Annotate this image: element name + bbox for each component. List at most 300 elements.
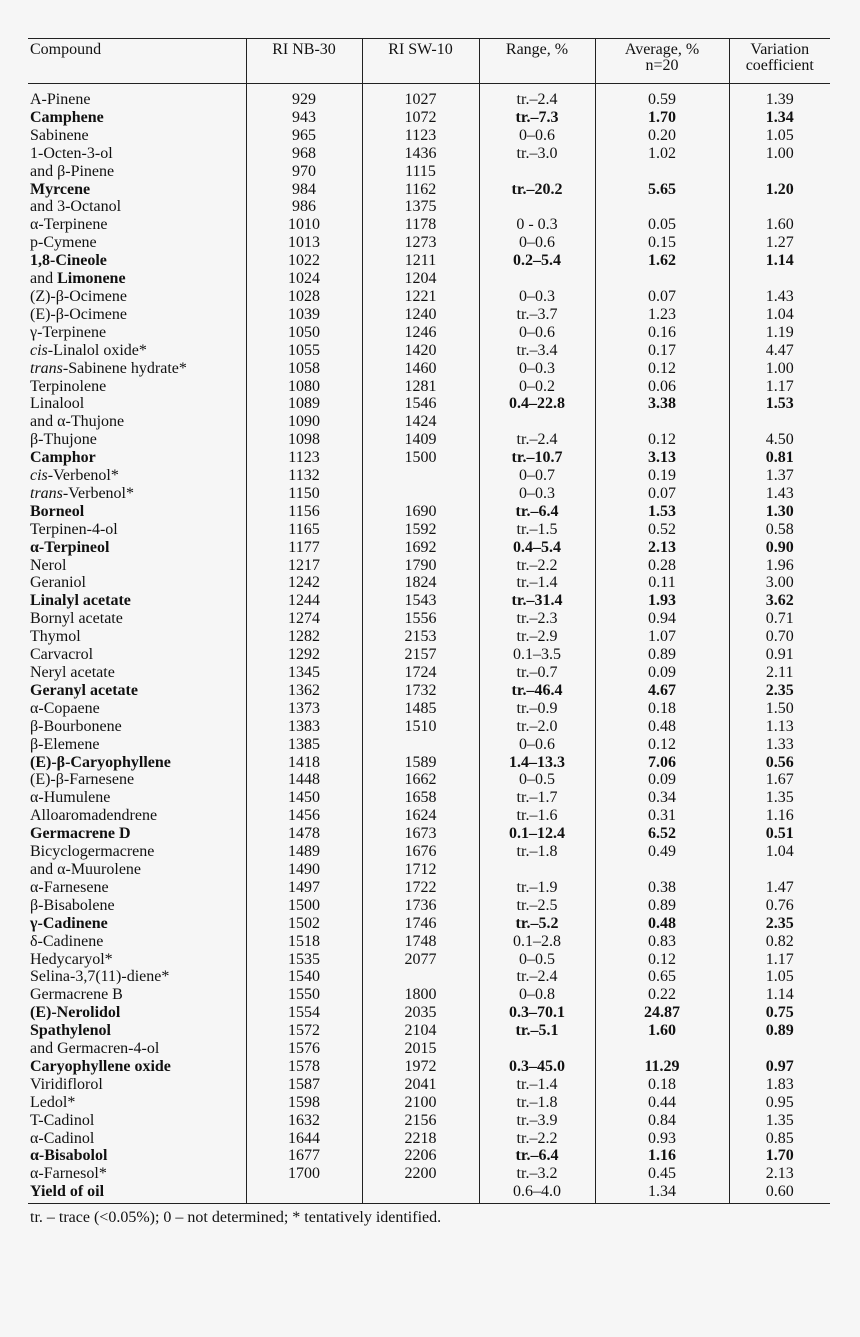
range-cell: 0.6–4.0 xyxy=(479,1183,595,1203)
ri-nb30-cell: 1244 xyxy=(246,592,362,610)
variation-cell: 0.71 xyxy=(729,610,830,628)
average-cell: 6.52 xyxy=(595,825,729,843)
range-cell xyxy=(479,270,595,288)
average-cell: 0.89 xyxy=(595,897,729,915)
range-cell: tr.–7.3 xyxy=(479,109,595,127)
table-row xyxy=(28,789,830,807)
table-row xyxy=(28,84,830,109)
ri-sw10-cell: 1027 xyxy=(362,84,479,109)
variation-cell: 1.30 xyxy=(729,503,830,521)
range-cell: 0.3–45.0 xyxy=(479,1058,595,1076)
range-cell: tr.–2.4 xyxy=(479,968,595,986)
ri-nb30-cell: 1385 xyxy=(246,736,362,754)
variation-cell: 1.20 xyxy=(729,181,830,199)
average-cell: 0.16 xyxy=(595,324,729,342)
ri-sw10-cell: 1123 xyxy=(362,127,479,145)
ri-sw10-cell: 2077 xyxy=(362,951,479,969)
ri-sw10-cell: 1273 xyxy=(362,234,479,252)
compound-cell: and β-Pinene xyxy=(30,162,115,180)
average-cell: 0.05 xyxy=(595,216,729,234)
ri-sw10-cell: 1972 xyxy=(362,1058,479,1076)
table-row xyxy=(28,163,830,181)
compound-cell: Sabinene xyxy=(30,126,89,144)
average-cell: 4.67 xyxy=(595,682,729,700)
compound-cell: Camphor xyxy=(30,449,96,467)
range-cell: tr.–1.4 xyxy=(479,574,595,592)
table-row xyxy=(28,1004,830,1022)
variation-cell: 0.81 xyxy=(729,449,830,467)
range-cell: tr.–2.5 xyxy=(479,897,595,915)
ri-nb30-cell: 1497 xyxy=(246,879,362,897)
average-cell: 1.60 xyxy=(595,1022,729,1040)
table-row xyxy=(28,915,830,933)
ri-nb30-cell: 1490 xyxy=(246,861,362,879)
compound-cell: Myrcene xyxy=(30,180,91,198)
ri-nb30-cell: 1022 xyxy=(246,252,362,270)
compound-cell: β-Thujone xyxy=(30,431,97,449)
average-cell: 0.18 xyxy=(595,700,729,718)
average-cell: 1.02 xyxy=(595,145,729,163)
table-row xyxy=(28,897,830,915)
average-cell: 1.53 xyxy=(595,503,729,521)
compound-cell: (E)-β-Farnesene xyxy=(30,771,135,789)
variation-cell: 1.60 xyxy=(729,216,830,234)
range-cell xyxy=(479,1040,595,1058)
compound-cell: Geraniol xyxy=(30,574,86,592)
table-row xyxy=(28,718,830,736)
variation-cell: 1.19 xyxy=(729,324,830,342)
table-row xyxy=(28,986,830,1004)
ri-nb30-cell: 984 xyxy=(246,181,362,199)
compound-cell: Terpinolene xyxy=(30,377,107,395)
table-row xyxy=(28,270,830,288)
table-row xyxy=(28,879,830,897)
table-row xyxy=(28,736,830,754)
variation-cell: 2.35 xyxy=(729,915,830,933)
table-row xyxy=(28,378,830,396)
ri-nb30-cell: 1500 xyxy=(246,897,362,915)
average-cell: 0.52 xyxy=(595,521,729,539)
variation-cell: 1.14 xyxy=(729,252,830,270)
table-row xyxy=(28,1112,830,1130)
ri-sw10-cell: 2041 xyxy=(362,1076,479,1094)
range-cell: tr.–1.7 xyxy=(479,789,595,807)
range-cell: tr.–5.1 xyxy=(479,1022,595,1040)
range-cell: 0–0.5 xyxy=(479,951,595,969)
table-row xyxy=(28,807,830,825)
range-cell: tr.–2.4 xyxy=(479,431,595,449)
column-header-range: Range, % xyxy=(479,39,595,84)
table-row xyxy=(28,431,830,449)
table-row xyxy=(28,234,830,252)
ri-nb30-cell: 943 xyxy=(246,109,362,127)
average-cell: 0.09 xyxy=(595,771,729,789)
compound-cell: Camphene xyxy=(30,108,104,126)
table-row xyxy=(28,968,830,986)
ri-sw10-cell: 1692 xyxy=(362,539,479,557)
average-cell: 1.34 xyxy=(595,1183,729,1203)
ri-sw10-cell: 1724 xyxy=(362,664,479,682)
average-cell: 1.62 xyxy=(595,252,729,270)
compound-cell: α-Farnesol* xyxy=(30,1165,107,1183)
range-cell: tr.–1.4 xyxy=(479,1076,595,1094)
ri-sw10-cell: 1500 xyxy=(362,449,479,467)
variation-cell: 0.89 xyxy=(729,1022,830,1040)
table-row xyxy=(28,485,830,503)
compound-cell: cis-Verbenol* xyxy=(30,467,119,485)
ri-nb30-cell: 1242 xyxy=(246,574,362,592)
average-cell: 0.44 xyxy=(595,1094,729,1112)
variation-cell: 0.51 xyxy=(729,825,830,843)
table-row xyxy=(28,360,830,378)
average-cell: 0.12 xyxy=(595,360,729,378)
italic-prefix: trans xyxy=(30,484,63,502)
compound-cell: (E)-β-Caryophyllene xyxy=(30,753,171,771)
range-cell: tr.–10.7 xyxy=(479,449,595,467)
table-row xyxy=(28,521,830,539)
variation-cell: 1.70 xyxy=(729,1147,830,1165)
variation-cell: 1.17 xyxy=(729,951,830,969)
range-cell: tr.–2.3 xyxy=(479,610,595,628)
variation-cell: 0.85 xyxy=(729,1130,830,1148)
average-cell: 24.87 xyxy=(595,1004,729,1022)
range-cell: 0–0.6 xyxy=(479,736,595,754)
column-header-ri-sw10: RI SW-10 xyxy=(362,39,479,84)
average-cell: 1.16 xyxy=(595,1147,729,1165)
compound-cell: and α-Muurolene xyxy=(30,860,142,878)
ri-sw10-cell: 1375 xyxy=(362,198,479,216)
range-cell: tr.–1.5 xyxy=(479,521,595,539)
variation-cell: 1.43 xyxy=(729,485,830,503)
compound-cell: β-Bourbonene xyxy=(30,717,122,735)
ri-nb30-cell: 970 xyxy=(246,163,362,181)
ri-sw10-cell: 1690 xyxy=(362,503,479,521)
compound-cell: Ledol* xyxy=(30,1093,76,1111)
compound-cell: γ-Terpinene xyxy=(30,323,107,341)
ri-sw10-cell: 1510 xyxy=(362,718,479,736)
range-cell: tr.–5.2 xyxy=(479,915,595,933)
table-row xyxy=(28,1130,830,1148)
table-row xyxy=(28,503,830,521)
range-cell: 0–0.6 xyxy=(479,234,595,252)
table-row xyxy=(28,413,830,431)
ri-sw10-cell: 1722 xyxy=(362,879,479,897)
variation-cell: 0.75 xyxy=(729,1004,830,1022)
table-row xyxy=(28,592,830,610)
ri-nb30-cell: 1554 xyxy=(246,1004,362,1022)
ri-sw10-cell: 2157 xyxy=(362,646,479,664)
average-cell: 0.09 xyxy=(595,664,729,682)
table-row xyxy=(28,216,830,234)
column-header-average: Average, % n=20 xyxy=(595,39,729,84)
average-cell xyxy=(595,198,729,216)
average-cell: 0.22 xyxy=(595,986,729,1004)
variation-cell: 1.04 xyxy=(729,306,830,324)
ri-sw10-cell xyxy=(362,467,479,485)
table-row xyxy=(28,933,830,951)
average-cell: 0.84 xyxy=(595,1112,729,1130)
table-row xyxy=(28,127,830,145)
compound-cell: Germacrene D xyxy=(30,825,131,843)
ri-sw10-cell: 1211 xyxy=(362,252,479,270)
compound-cell: β-Bisabolene xyxy=(30,896,115,914)
ri-nb30-cell: 965 xyxy=(246,127,362,145)
ri-sw10-cell: 1662 xyxy=(362,771,479,789)
compound-cell: Bornyl acetate xyxy=(30,610,123,628)
ri-sw10-cell: 1658 xyxy=(362,789,479,807)
variation-cell: 0.60 xyxy=(729,1183,830,1203)
average-cell: 0.19 xyxy=(595,467,729,485)
table-row xyxy=(28,324,830,342)
average-cell: 0.28 xyxy=(595,557,729,575)
range-cell: tr.–3.7 xyxy=(479,306,595,324)
average-cell: 0.20 xyxy=(595,127,729,145)
variation-cell: 1.13 xyxy=(729,718,830,736)
ri-sw10-cell: 1556 xyxy=(362,610,479,628)
ri-sw10-cell: 2153 xyxy=(362,628,479,646)
table-row xyxy=(28,574,830,592)
average-cell xyxy=(595,861,729,879)
average-cell: 11.29 xyxy=(595,1058,729,1076)
ri-sw10-cell: 2100 xyxy=(362,1094,479,1112)
range-cell: tr.–2.9 xyxy=(479,628,595,646)
table-row xyxy=(28,1058,830,1076)
variation-cell: 1.43 xyxy=(729,288,830,306)
table-row xyxy=(28,395,830,413)
ri-nb30-cell: 968 xyxy=(246,145,362,163)
range-cell: tr.–2.0 xyxy=(479,718,595,736)
table-row xyxy=(28,1147,830,1165)
ri-nb30-cell: 1587 xyxy=(246,1076,362,1094)
ri-sw10-cell: 2015 xyxy=(362,1040,479,1058)
ri-nb30-cell: 1456 xyxy=(246,807,362,825)
variation-cell xyxy=(729,1040,830,1058)
table-row xyxy=(28,1094,830,1112)
ri-sw10-cell: 1221 xyxy=(362,288,479,306)
ri-sw10-cell: 1748 xyxy=(362,933,479,951)
ri-sw10-cell: 1281 xyxy=(362,378,479,396)
ri-nb30-cell: 986 xyxy=(246,198,362,216)
ri-nb30-cell: 1156 xyxy=(246,503,362,521)
ri-nb30-cell: 1217 xyxy=(246,557,362,575)
average-cell: 0.12 xyxy=(595,951,729,969)
compound-cell: (Z)-β-Ocimene xyxy=(30,287,127,305)
ri-nb30-cell: 1013 xyxy=(246,234,362,252)
compound-cell: (E)-Nerolidol xyxy=(30,1004,121,1022)
variation-cell: 1.35 xyxy=(729,1112,830,1130)
variation-cell: 0.90 xyxy=(729,539,830,557)
table-header xyxy=(28,39,830,84)
ri-nb30-cell: 1489 xyxy=(246,843,362,861)
range-cell: 0.3–70.1 xyxy=(479,1004,595,1022)
range-cell: tr.–0.7 xyxy=(479,664,595,682)
ri-sw10-cell: 2200 xyxy=(362,1165,479,1183)
ri-nb30-cell: 1282 xyxy=(246,628,362,646)
ri-sw10-cell: 1589 xyxy=(362,754,479,772)
ri-nb30-cell: 1292 xyxy=(246,646,362,664)
ri-sw10-cell: 1543 xyxy=(362,592,479,610)
ri-sw10-cell: 1592 xyxy=(362,521,479,539)
table-footnote: tr. – trace (<0.05%); 0 – not determined; * tentatively identified. xyxy=(30,1209,442,1227)
variation-cell: 0.82 xyxy=(729,933,830,951)
variation-cell: 2.13 xyxy=(729,1165,830,1183)
variation-cell: 1.04 xyxy=(729,843,830,861)
compound-cell: (E)-β-Ocimene xyxy=(30,305,127,323)
ri-nb30-cell: 1502 xyxy=(246,915,362,933)
table-row xyxy=(28,252,830,270)
compound-cell: trans-Verbenol* xyxy=(30,484,134,502)
ri-nb30-cell: 1362 xyxy=(246,682,362,700)
table-row xyxy=(28,825,830,843)
variation-cell xyxy=(729,163,830,181)
table-row xyxy=(28,754,830,772)
compound-cell: Thymol xyxy=(30,628,81,646)
ri-sw10-cell: 1736 xyxy=(362,897,479,915)
ri-nb30-cell: 1050 xyxy=(246,324,362,342)
range-cell: tr.–6.4 xyxy=(479,1147,595,1165)
table-row xyxy=(28,1022,830,1040)
average-cell: 0.12 xyxy=(595,431,729,449)
variation-cell: 1.47 xyxy=(729,879,830,897)
italic-prefix: cis xyxy=(30,467,48,485)
ri-sw10-cell: 1204 xyxy=(362,270,479,288)
ri-nb30-cell: 1535 xyxy=(246,951,362,969)
table-row xyxy=(28,861,830,879)
range-cell: 0–0.6 xyxy=(479,324,595,342)
range-cell: 0.2–5.4 xyxy=(479,252,595,270)
average-cell: 3.13 xyxy=(595,449,729,467)
table-body xyxy=(28,84,830,1204)
variation-cell: 3.62 xyxy=(729,592,830,610)
range-cell: tr.–3.9 xyxy=(479,1112,595,1130)
range-cell: tr.–2.2 xyxy=(479,1130,595,1148)
ri-sw10-cell: 1732 xyxy=(362,682,479,700)
variation-cell: 4.47 xyxy=(729,342,830,360)
compound-cell: Spathylenol xyxy=(30,1022,111,1040)
ri-sw10-cell: 1409 xyxy=(362,431,479,449)
compound-cell: α-Copaene xyxy=(30,699,100,717)
average-cell: 0.48 xyxy=(595,915,729,933)
average-cell: 0.65 xyxy=(595,968,729,986)
ri-nb30-cell: 1177 xyxy=(246,539,362,557)
compound-cell: A-Pinene xyxy=(30,91,91,108)
range-cell: tr.–20.2 xyxy=(479,181,595,199)
ri-nb30-cell: 1055 xyxy=(246,342,362,360)
ri-sw10-cell: 1676 xyxy=(362,843,479,861)
range-cell: 0–0.6 xyxy=(479,127,595,145)
compound-cell: Alloaromadendrene xyxy=(30,807,158,825)
ri-nb30-cell: 1028 xyxy=(246,288,362,306)
variation-cell xyxy=(729,413,830,431)
ri-nb30-cell: 1450 xyxy=(246,789,362,807)
ri-nb30-cell: 1540 xyxy=(246,968,362,986)
ri-sw10-cell: 1712 xyxy=(362,861,479,879)
compound-cell: 1,8-Cineole xyxy=(30,252,107,270)
variation-cell: 1.83 xyxy=(729,1076,830,1094)
ri-sw10-cell: 1790 xyxy=(362,557,479,575)
ri-nb30-cell: 1578 xyxy=(246,1058,362,1076)
compound-cell: Geranyl acetate xyxy=(30,681,138,699)
average-cell: 0.59 xyxy=(595,84,729,109)
average-cell xyxy=(595,413,729,431)
italic-prefix: trans xyxy=(30,359,63,377)
average-cell: 0.11 xyxy=(595,574,729,592)
ri-nb30-cell: 1132 xyxy=(246,467,362,485)
average-cell: 0.17 xyxy=(595,342,729,360)
ri-sw10-cell: 1178 xyxy=(362,216,479,234)
range-cell: 0.4–22.8 xyxy=(479,395,595,413)
compound-cell: Nerol xyxy=(30,556,67,574)
average-cell: 3.38 xyxy=(595,395,729,413)
ri-nb30-cell: 1039 xyxy=(246,306,362,324)
variation-cell: 1.05 xyxy=(729,127,830,145)
ri-sw10-cell: 1424 xyxy=(362,413,479,431)
variation-cell: 1.96 xyxy=(729,557,830,575)
table-row xyxy=(28,664,830,682)
ri-sw10-cell: 1162 xyxy=(362,181,479,199)
range-cell xyxy=(479,198,595,216)
ri-sw10-cell: 1800 xyxy=(362,986,479,1004)
compound-cell: α-Terpinene xyxy=(30,216,108,234)
ri-nb30-cell: 929 xyxy=(246,84,362,109)
compound-cell: Terpinen-4-ol xyxy=(30,520,118,538)
ri-nb30-cell xyxy=(246,1183,362,1203)
ri-nb30-cell: 1010 xyxy=(246,216,362,234)
table-row xyxy=(28,682,830,700)
compound-cell: Yield of oil xyxy=(28,1183,246,1203)
variation-cell: 1.50 xyxy=(729,700,830,718)
range-cell: tr.–2.2 xyxy=(479,557,595,575)
ri-sw10-cell: 1420 xyxy=(362,342,479,360)
variation-cell: 0.56 xyxy=(729,754,830,772)
average-cell: 0.45 xyxy=(595,1165,729,1183)
compound-cell: β-Elemene xyxy=(30,735,100,753)
range-cell xyxy=(479,163,595,181)
compound-cell: and α-Thujone xyxy=(30,413,125,431)
range-cell: tr.–3.2 xyxy=(479,1165,595,1183)
variation-cell: 0.95 xyxy=(729,1094,830,1112)
variation-cell: 0.76 xyxy=(729,897,830,915)
ri-nb30-cell: 1098 xyxy=(246,431,362,449)
ri-nb30-cell: 1024 xyxy=(246,270,362,288)
average-cell: 0.06 xyxy=(595,378,729,396)
average-cell: 0.89 xyxy=(595,646,729,664)
range-cell: 0–0.8 xyxy=(479,986,595,1004)
ri-nb30-cell: 1598 xyxy=(246,1094,362,1112)
ri-nb30-cell: 1345 xyxy=(246,664,362,682)
average-cell: 0.18 xyxy=(595,1076,729,1094)
ri-sw10-cell xyxy=(362,1183,479,1203)
ri-sw10-cell: 1072 xyxy=(362,109,479,127)
ri-sw10-cell: 1246 xyxy=(362,324,479,342)
ri-sw10-cell: 2104 xyxy=(362,1022,479,1040)
ri-nb30-cell: 1373 xyxy=(246,700,362,718)
ri-nb30-cell: 1550 xyxy=(246,986,362,1004)
table-row xyxy=(28,557,830,575)
compound-cell: α-Farnesene xyxy=(30,878,109,896)
ri-nb30-cell: 1123 xyxy=(246,449,362,467)
column-header-ri-nb30: RI NB-30 xyxy=(246,39,362,84)
range-cell: 1.4–13.3 xyxy=(479,754,595,772)
table-row xyxy=(28,342,830,360)
variation-cell: 1.14 xyxy=(729,986,830,1004)
range-cell: tr.–1.8 xyxy=(479,1094,595,1112)
ri-sw10-cell: 1485 xyxy=(362,700,479,718)
range-cell: 0–0.3 xyxy=(479,485,595,503)
average-cell xyxy=(595,270,729,288)
compound-cell: Linalyl acetate xyxy=(30,592,131,610)
average-cell: 2.13 xyxy=(595,539,729,557)
